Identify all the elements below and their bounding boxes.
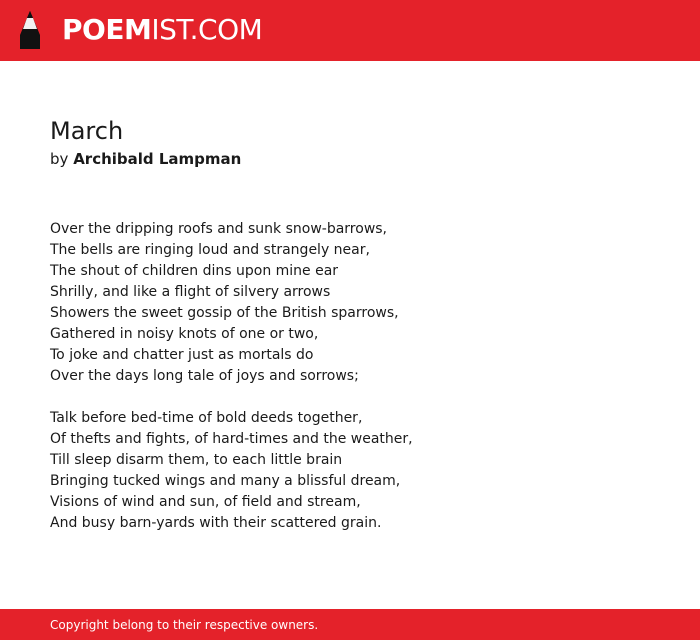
site-footer — [0, 609, 700, 640]
site-header — [0, 0, 700, 61]
poem-line: Talk before bed-time of bold deeds together, — [50, 410, 363, 426]
poem-line: Of thefts and fights, of hard-times and the weather, — [50, 431, 413, 447]
poem-line: The shout of children dins upon mine ear — [50, 263, 339, 279]
poem-line: And busy barn-yards with their scattered grain. — [50, 515, 382, 531]
brand-bold-text: POEM — [62, 13, 152, 46]
brand-light-text: IST.COM — [151, 13, 263, 46]
poem-line: Till sleep disarm them, to each little brain — [50, 452, 343, 468]
stanza — [50, 219, 650, 387]
poem-line: To joke and chatter just as mortals do — [50, 347, 314, 363]
copyright-text: Copyright belong to their respective owners. — [50, 618, 319, 632]
poem-line: Bringing tucked wings and many a blissful dream, — [50, 473, 401, 489]
poem-title: March — [50, 117, 124, 145]
stanza — [50, 408, 650, 534]
poem-line: Shrilly, and like a flight of silvery arrows — [50, 284, 331, 300]
pencil-icon[interactable] — [18, 9, 42, 51]
byline — [50, 149, 241, 169]
author-name[interactable]: Archibald Lampman — [73, 150, 242, 168]
poem-line: Over the days long tale of joys and sorrows; — [50, 368, 359, 384]
poem-line: Visions of wind and sun, of field and stream, — [50, 494, 361, 510]
poem-line: Over the dripping roofs and sunk snow-barrows, — [50, 221, 388, 237]
poem-line: Showers the sweet gossip of the British sparrows, — [50, 305, 399, 321]
poem-line: The bells are ringing loud and strangely near, — [50, 242, 370, 258]
poem-body — [50, 219, 650, 555]
poem-line: Gathered in noisy knots of one or two, — [50, 326, 319, 342]
by-label: by — [50, 150, 69, 168]
site-logo[interactable] — [62, 14, 262, 46]
